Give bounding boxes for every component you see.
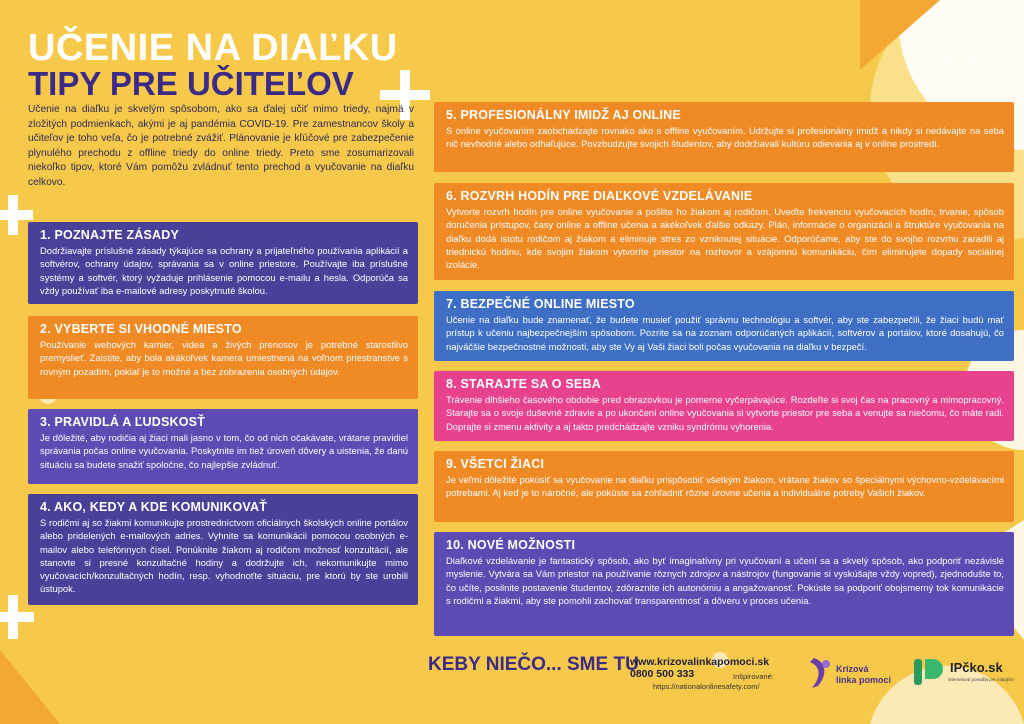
inspired-link[interactable]: https://nationalonlinesafety.com/ (653, 682, 760, 691)
tip-title: 3. PRAVIDLÁ A ĽUDSKOSŤ (40, 415, 206, 429)
ipcko-logo-text: IPčko.sk (950, 660, 1003, 675)
tip-title: 7. BEZPEČNÉ ONLINE MIESTO (446, 297, 635, 311)
tip-title: 1. POZNAJTE ZÁSADY (40, 228, 180, 242)
phone-number[interactable]: 0800 500 333 (630, 668, 695, 680)
page-title: UČENIE NA DIAĽKU (28, 27, 398, 69)
tip-text: Vytvorte rozvrh hodín pre online vyučovanie a pošlite ho žiakom aj rodičom. Uveďte frekvenciu vyučovacích hodín, trvanie, spôsob doručenia prístupov, časy online a offline učenia a akékoľvek ďalšie odkazy. Plán, informácie o organizácii a štruktúre vyučovania na diaľku dodá istotu rodičom aj žiakom a eliminuje stres zo vzniknutej situácie. Odporúčame, aby ste do svojho rozvrhu zaradili aj triednickú hodinu, kde svojim žiakom vytvoríte priestor na rozhovor a vzájomnú komunikáciu, čím eliminujete dopady sociálnej izolácie. (446, 206, 1004, 271)
tip-text: Je dôležité, aby rodičia aj žiaci mali jasno v tom, čo od nich očakávate, vrátane pravidiel správania počas online vyučovania. Poskytnite im tiež úroveň dôvery a uistenia, že danú situáciu sa budete snažiť spoločne, čo najlepšie zvládnuť. (40, 432, 408, 470)
tip-title: 4. AKO, KEDY A KDE KOMUNIKOVAŤ (40, 500, 268, 514)
krizova-linka-logo-text: Krízová linka pomoci (836, 664, 892, 685)
ipcko-logo-icon (914, 657, 946, 687)
inspired-label: Inšpirované: (733, 672, 774, 681)
tip-title: 10. NOVÉ MOŽNOSTI (446, 538, 576, 552)
tip-card-5 (434, 102, 1014, 172)
tip-text: Diaľkové vzdelávanie je fantastický spôsob, ako byť imaginatívny pri vyučovaní a učení sa a skvelý spôsob, ako podporiť nezávislé myslenie. Vytvára sa Vám priestor na používanie rôznych zdrojov a nástrojov (fungovanie si vyskúšajte vždy vopred), zjednodušte to, čo učíte, posilnite postavenie študentov, zdôraznite ich autonómiu a angažovanosť. Pokúste sa podporiť obojsmerný tok komunikácie s rodičmi a žiakmi, aby ste pomohli zachovať transparentnosť a dôveru v proces učenia. (446, 555, 1004, 606)
tip-card-9 (434, 451, 1014, 522)
tip-card-7 (434, 291, 1014, 361)
website-link[interactable]: www.krizovalinkapomoci.sk (630, 656, 770, 668)
tip-text: Je veľmi dôležité pokúsiť sa vyučovanie na diaľku prispôsobiť všetkým žiakom, vrátane žiakov so špeciálnymi výchovno-vzdelávacími potrebami. Aj keď je to náročné, ale pokúste sa zohľadniť rôzne úrovne učenia a individuálne potreby Vašich žiakov. (446, 474, 1004, 499)
tip-text: S rodičmi aj so žiakmi komunikujte prostredníctvom oficiálnych školských online portálov alebo pridelených e-mailových adries. Vyhnite sa komunikácii pomocou osobných e-mailov alebo telefónnych čísel. Ponúknite žiakom aj rodičom možnosť konzultácií, ale stanovte si presné konzultačné hodiny a dodržujte ich, nekomunikujte mimo vyučovacích/konzultačných hodín, resp. vyhodnoťte situáciu, pre ktorú by ste urobili ústupok. (40, 517, 408, 595)
tip-title: 8. STARAJTE SA O SEBA (446, 377, 601, 391)
tip-text: Učenie na diaľku bude znamenať, že budete musieť použiť správnu technológiu a softvér, aby ste zabezpečili, že žiaci budú mať prístup k učeniu najbezpečnejším spôsobom. Pozrite sa na zoznam odporúčaných aplikácií, softvérov a portálov, ktoré dosahujú, čo najväčšie bezpečnostné možnosti, aby ste Vy aj Vaši žiaci boli počas vyučovania na diaľku v bezpečí. (446, 314, 1004, 352)
tip-title: 9. VŠETCI ŽIACI (446, 457, 545, 471)
tip-text: Používanie webových kamier, videa a živých prenosov je potrebné starostlivo premyslieť. Zaistite, aby bola akákoľvek kamera umiestnená na voľnom priestranstve s rovným pozadím, pokiaľ je to možné a bez zobrazenia osobných údajov. (40, 339, 408, 377)
tip-card-4 (28, 494, 418, 605)
page-subtitle: TIPY PRE UČITEĽOV (28, 65, 354, 102)
ipcko-logo-subtitle: internetová poradňa pre mladých (948, 677, 1014, 682)
tip-text: Trávenie dlhšieho časového obdobie pred obrazovkou je pomerne vyčerpávajúce. Rozdeľte si svoj čas na pracovný a mimopracovný. Starajte sa o svoje duševné zdravie a po ukončení online vyučovania si vytvorte priestor pre seba a venujte sa niečomu, čo máte radi. Doprajte si zmenu aktivity a aj takto predchádzajte vzniku syndrómu vyhorenia. (446, 394, 1004, 432)
tip-card-6 (434, 183, 1014, 280)
tip-card-10 (434, 532, 1014, 636)
footer-slogan: KEBY NIEČO... SME TU (428, 654, 639, 675)
tip-card-8 (434, 371, 1014, 441)
tip-text: S online vyučovaním zaobchádzajte rovnako ako s offline vyučovaním. Udržujte si profesionálny imidž a nikdy si nedávajte na seba nič nevhodné alebo odhaľujúce. Povzbudzujte svojich študentov, aby dodržiavali kultúru odievania aj v online prostredí. (446, 125, 1004, 150)
tip-text: Dodržiavajte príslušné zásady týkajúce sa ochrany a prijateľného používania aplikácií a softvérov, ochrany údajov, správania sa v online priestore. Používajte iba príslušné systémy a softvér, ktorý vyžaduje prihlásenie pomocou e-mailu a hesla. Odporúča sa vždy používať iba e-mailové adresy poskytnuté školou. (40, 245, 408, 296)
tip-card-3 (28, 409, 418, 484)
tip-title: 5. PROFESIONÁLNY IMIDŽ AJ ONLINE (446, 108, 681, 122)
tip-title: 2. VYBERTE SI VHODNÉ MIESTO (40, 322, 242, 336)
tip-card-2 (28, 316, 418, 399)
krizova-linka-logo-icon (808, 656, 834, 690)
tip-card-1 (28, 222, 418, 304)
tip-title: 6. ROZVRH HODÍN PRE DIAĽKOVÉ VZDELÁVANIE (446, 189, 753, 203)
intro-text: Učenie na diaľku je skvelým spôsobom, ako sa ďalej učiť mimo triedy, najmä v zložitých podmienkach, akými je aj pandémia COVID-19. Pre zamestnancov školy a učiteľov je toho veľa, čo je potrebné zvážiť. Plánovanie je kľúčové pre zabezpečenie plynulého prechodu z offline triedy do online triedy. Preto sme zosumarizovali niekoľko tipov, ktoré Vám pomôžu zvládnuť tento prechod a vyučovanie na diaľku celkovo. (28, 104, 414, 188)
